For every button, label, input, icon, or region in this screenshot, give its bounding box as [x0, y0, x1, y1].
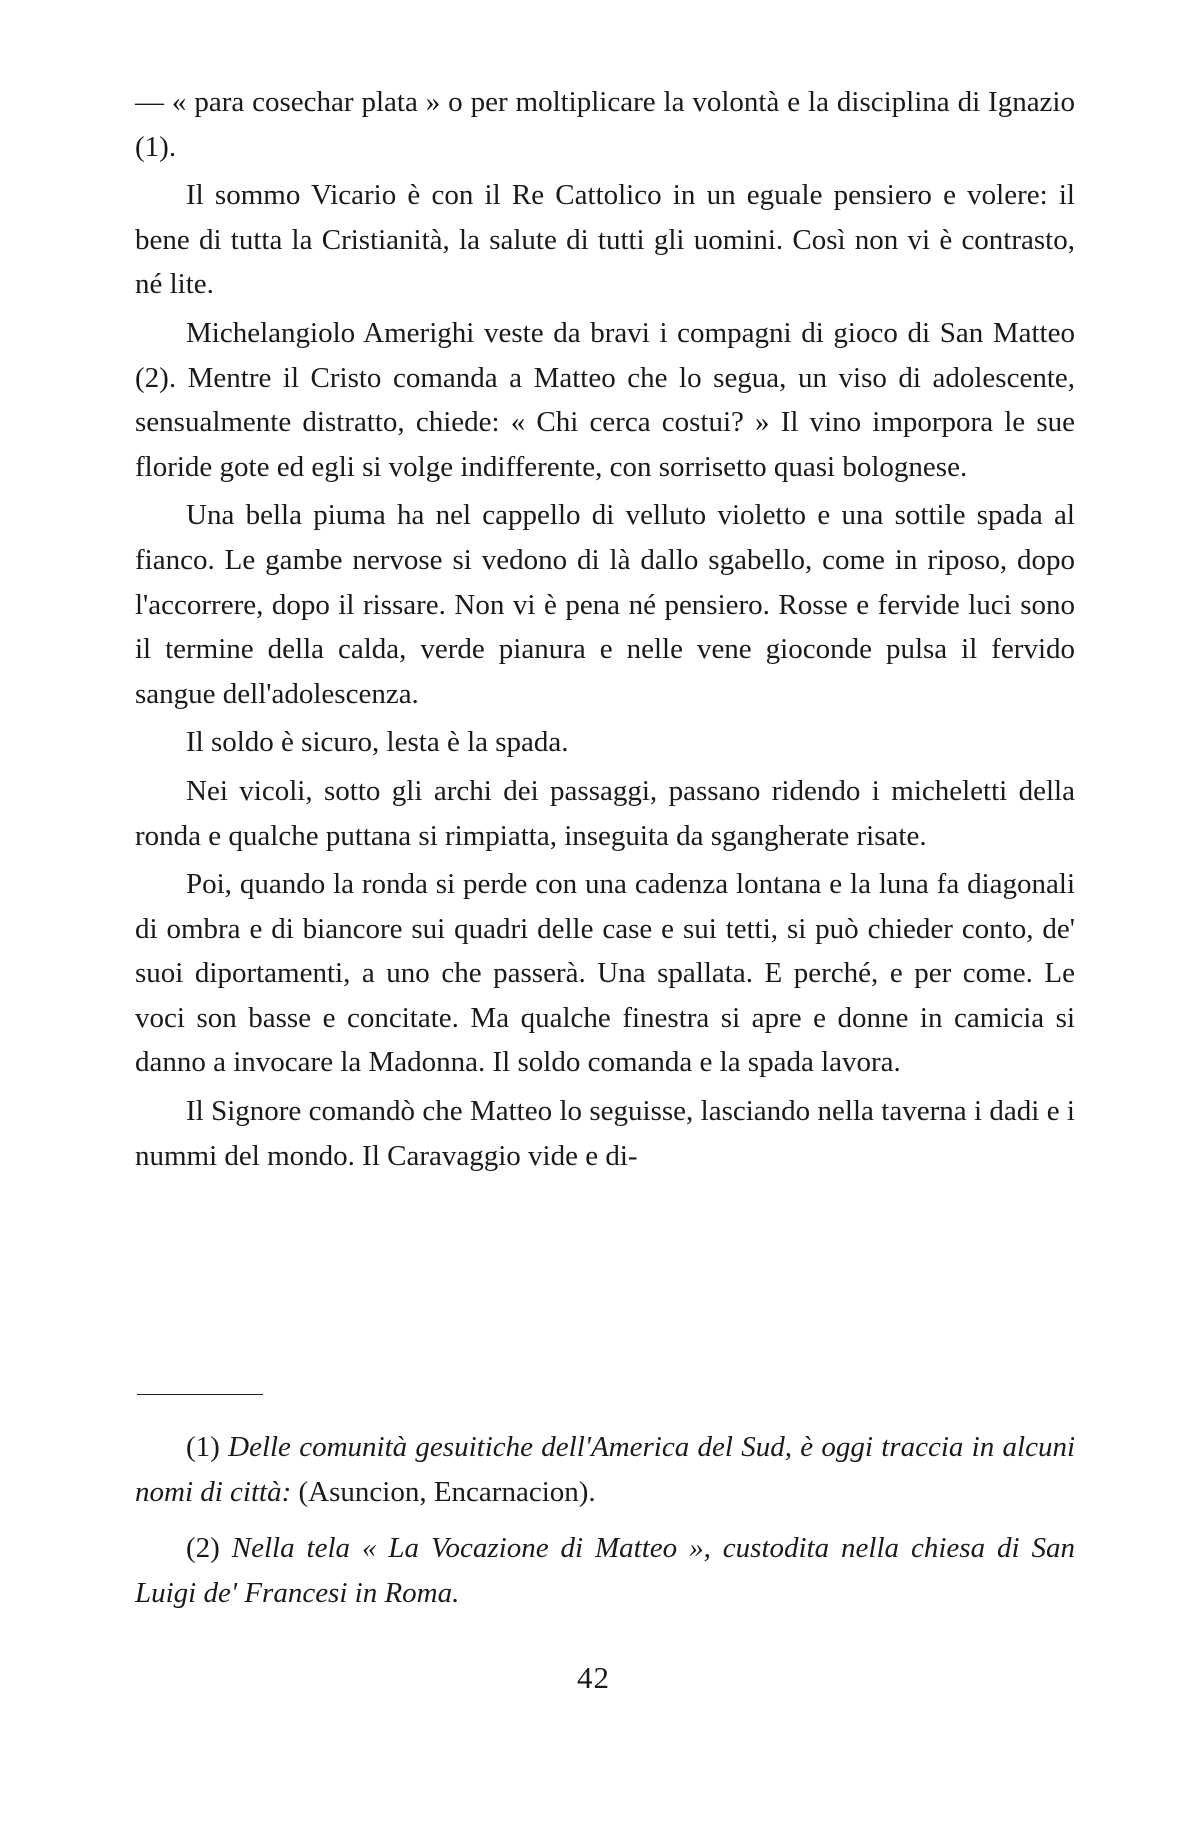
footnote-1 — [135, 1425, 1075, 1514]
paragraph-5: Il soldo è sicuro, lesta è la spada. — [186, 726, 569, 759]
paragraph-3: Michelangiolo Amerighi veste da bravi i compagni di gioco di San Matteo (2). Mentre il Cristo comanda a Matteo che lo segua, un viso di adolescente, sensualmente distratto, chiede: « Chi cerca costui? » Il vino imporpora le sue floride gote ed egli si volge indifferente, con sorrisetto quasi bolognese. — [135, 316, 1075, 483]
paragraph-1: — « para cosechar plata » o per moltiplicare la volontà e la disciplina di Ignazio (1). — [135, 86, 1075, 163]
paragraph-8: Il Signore comandò che Matteo lo seguisse, lasciando nella taverna i dadi e i nummi del mondo. Il Caravaggio vide e di- — [135, 1095, 1075, 1172]
paragraph-2: Il sommo Vicario è con il Re Cattolico in un eguale pensiero e volere: il bene di tutta la Cristianità, la salute di tutti gli uomini. Così non vi è contrasto, né lite. — [135, 179, 1075, 301]
paragraph-6: Nei vicoli, sotto gli archi dei passaggi, passano ridendo i micheletti della ronda e qualche puttana si rimpiatta, inseguita da sgangherate risate. — [135, 774, 1075, 852]
paragraph-7: Poi, quando la ronda si perde con una cadenza lontana e la luna fa diagonali di ombra e di biancore sui quadri delle case e sui tetti, si può chieder conto, de' suoi diportamenti, a uno che passerà. Una spallata. E perché, e per come. Le voci son basse e concitate. Ma qualche finestra si apre e donne in camicia si danno a invocare la Madonna. Il soldo comanda e la spada lavora. — [135, 868, 1075, 1079]
footnote-2-italic-text: Nella tela « La Vocazione di Matteo », custodita nella chiesa di San Luigi de' Francesi in Roma. — [135, 1532, 1076, 1609]
page-number: 42 — [577, 1660, 610, 1695]
footnote-separator — [137, 1394, 263, 1395]
footnotes — [135, 1425, 1075, 1627]
footnote-1-marker: (1) — [186, 1431, 220, 1463]
paragraph-4: Una bella piuma ha nel cappello di velluto violetto e una sottile spada al fianco. Le gambe nervose si vedono di là dallo sgabello, come in riposo, dopo l'accorrere, dopo il rissare. Non vi è pena né pensiero. Rosse e fervide luci sono il termine della calda, verde pianura e nelle vene gioconde pulsa il fervido sangue dell'adolescenza. — [135, 499, 1075, 710]
body-text — [135, 80, 1075, 1182]
footnote-2 — [135, 1526, 1075, 1615]
footnote-2-marker: (2) — [186, 1532, 220, 1565]
footnote-1-italic-text: Delle comunità gesuitiche dell'America del Sud, è oggi traccia in alcuni nomi di città: — [135, 1431, 1076, 1508]
footnote-1-roman-text: (Asuncion, Encarnacion). — [298, 1475, 596, 1508]
